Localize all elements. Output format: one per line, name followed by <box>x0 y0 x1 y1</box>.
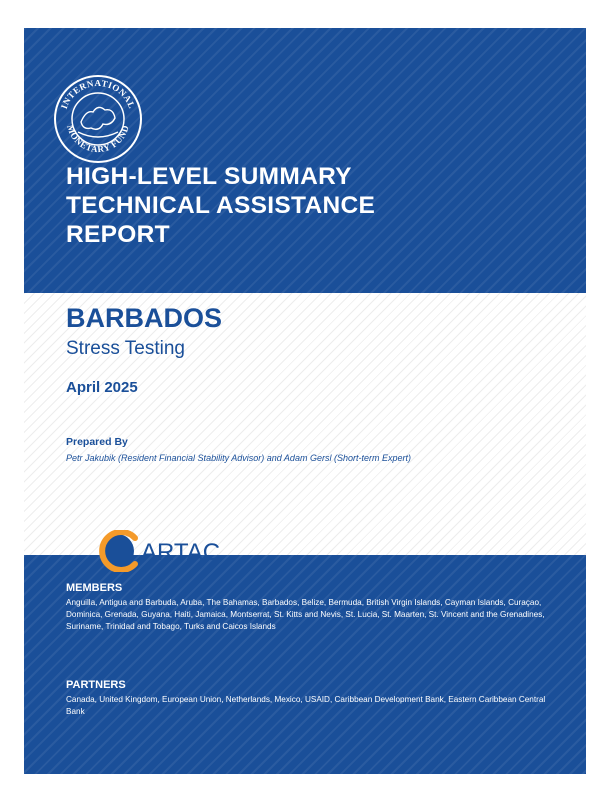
partners-list: Canada, United Kingdom, European Union, Netherlands, Mexico, USAID, Caribbean Development Bank, Eastern Caribbean Central Bank <box>66 695 546 716</box>
seal-text-top: INTERNATIONAL <box>58 77 138 111</box>
prepared-by-names: Petr Jakubik (Resident Financial Stability Advisor) and Adam Gersl (Short-term Expert) <box>66 453 411 463</box>
partners-label: PARTNERS <box>66 679 126 691</box>
report-date: April 2025 <box>66 379 138 396</box>
logo-text: ARTAC <box>141 539 221 566</box>
imf-seal-icon <box>53 74 143 164</box>
cartac-logo <box>95 530 245 572</box>
svg-text:MONETARY FUND <box>65 124 131 155</box>
members-label: MEMBERS <box>66 582 123 594</box>
report-title <box>66 162 526 249</box>
seal-text-bottom: MONETARY FUND <box>65 123 131 155</box>
prepared-by-label: Prepared By <box>66 436 128 448</box>
title-line: TECHNICAL ASSISTANCE <box>66 192 376 219</box>
title-line: REPORT <box>66 221 170 248</box>
title-line: HIGH-LEVEL SUMMARY <box>66 163 352 190</box>
svg-text:INTERNATIONAL <box>59 78 137 110</box>
members-list: Anguilla, Antigua and Barbuda, Aruba, The Bahamas, Barbados, Belize, Bermuda, British Virgin Islands, Cayman Islands, Curaçao, Dominica, Grenada, Guyana, Haiti, Jamaica, Montserrat, St. Kitts and Nevis, St. Lucia, St. Maarten, St. Vincent and the Grenadines, Suriname, Trinidad and Tobago, Turks and Caicos Islands <box>66 598 545 631</box>
report-subject: Stress Testing <box>66 338 185 359</box>
country-name: BARBADOS <box>66 303 223 333</box>
